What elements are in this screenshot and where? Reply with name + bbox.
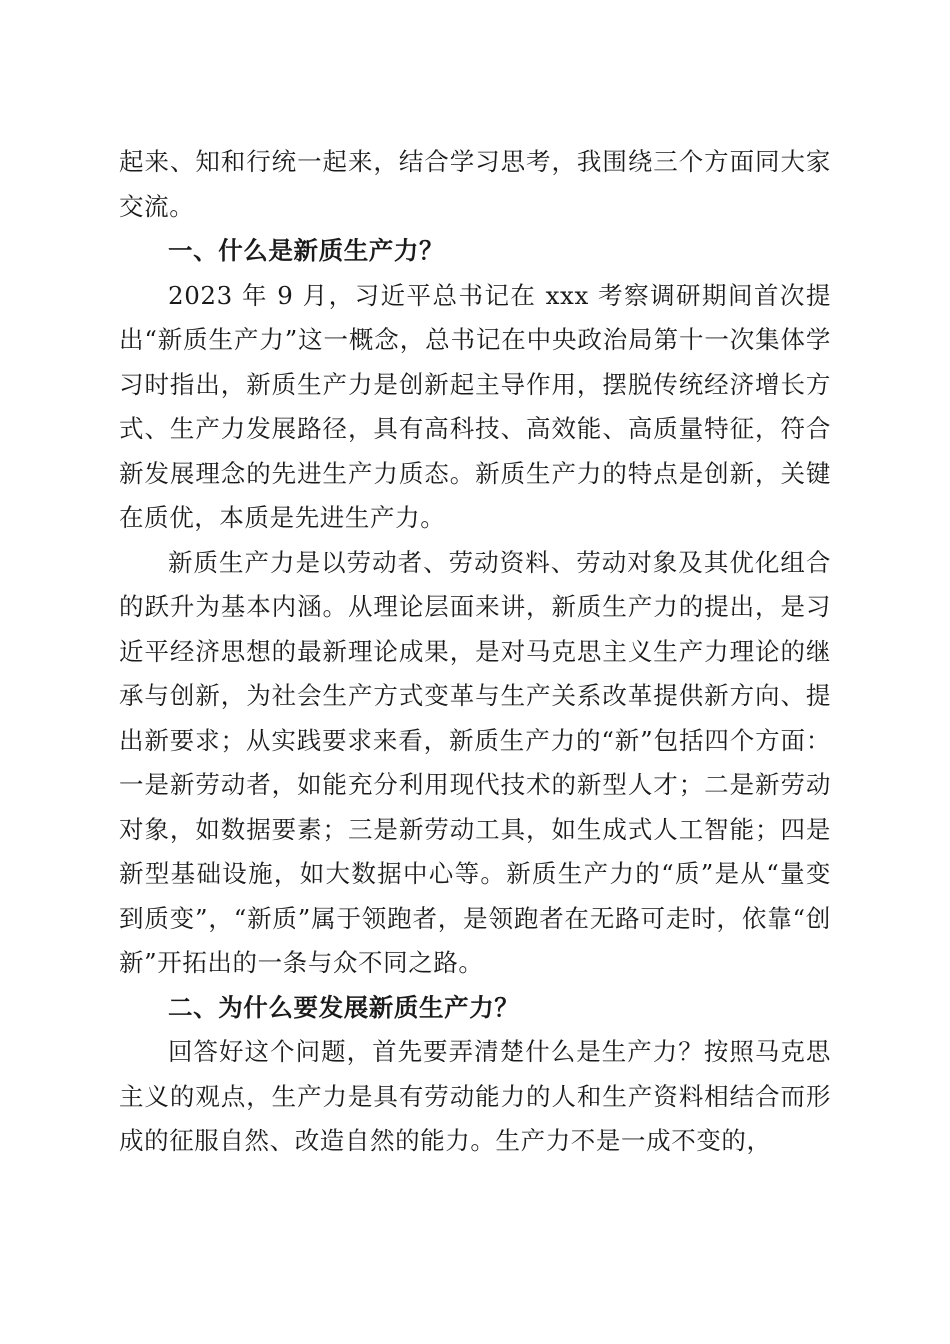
body-paragraph: 2023 年 9 月，习近平总书记在 xxx 考察调研期间首次提出“新质生产力”这一概念，总书记在中央政治局第十一次集体学习时指出，新质生产力是创新起主导作用，摆脱传统经济增长方式、生产力发展路径，具有高科技、高效能、高质量特征，符合新发展理念的先进生产力质态。新质生产力的特点是创新，关键在质优，本质是先进生产力。	[119, 280, 831, 532]
body-paragraph: 新质生产力是以劳动者、劳动资料、劳动对象及其优化组合的跃升为基本内涵。从理论层面来讲，新质生产力的提出，是习近平经济思想的最新理论成果，是对马克思主义生产力理论的继承与创新，为社会生产方式变革与生产关系改革提供新方向、提出新要求；从实践要求来看，新质生产力的“新”包括四个方面：一是新劳动者，如能充分利用现代技术的新型人才；二是新劳动对象，如数据要素；三是新劳动工具，如生成式人工智能；四是新型基础设施，如大数据中心等。新质生产力的“质”是从“量变到质变”，“新质”属于领跑者，是领跑者在无路可走时，依靠“创新”开拓出的一条与众不同之路。	[119, 547, 831, 977]
document-body	[119, 140, 831, 1164]
continuation-paragraph: 起来、知和行统一起来，结合学习思考，我围绕三个方面同大家交流。	[119, 147, 831, 221]
body-paragraph: 回答好这个问题，首先要弄清楚什么是生产力？按照马克思主义的观点，生产力是具有劳动能力的人和生产资料相结合而形成的征服自然、改造自然的能力。生产力不是一成不变的，	[119, 1037, 831, 1155]
section-heading-1: 一、什么是新质生产力？	[168, 236, 445, 265]
section-heading-2: 二、为什么要发展新质生产力？	[168, 992, 520, 1022]
